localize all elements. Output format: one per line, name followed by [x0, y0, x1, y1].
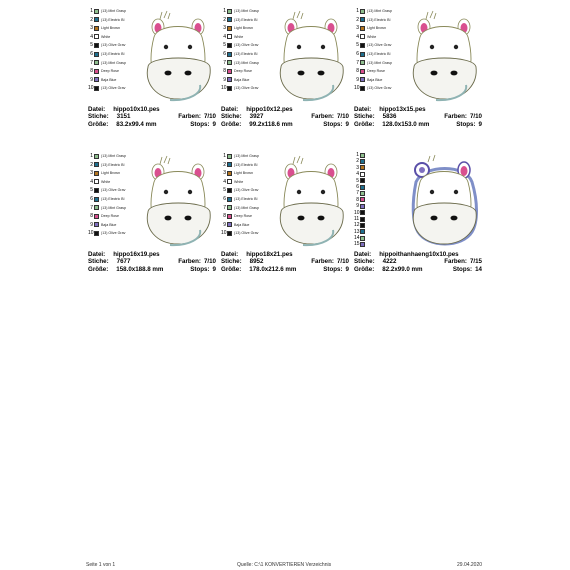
- thread-name: Baja Blue: [234, 77, 250, 82]
- thread-swatch: [94, 69, 99, 74]
- stitch-count-label: Stiche:: [221, 113, 242, 121]
- thread-name: (13) Olive Grav: [101, 231, 126, 236]
- stitch-count-label: Stiche:: [88, 113, 109, 121]
- thread-swatch: [94, 162, 99, 167]
- thread-swatch: [360, 153, 365, 158]
- color-count: 7/10: [469, 113, 482, 121]
- thread-number: 2: [90, 161, 93, 168]
- thread-swatch: [227, 9, 232, 14]
- file-name: hippoithanhaeng10x10.pes: [379, 251, 459, 258]
- thread-swatch: [360, 77, 365, 82]
- thread-number: 1: [356, 152, 359, 158]
- thread-number: 10: [88, 85, 94, 92]
- thread-swatch: [227, 86, 232, 91]
- footer-date: 29.04.2020: [457, 562, 483, 568]
- file-name-label: Datei:: [221, 106, 239, 113]
- thread-swatch: [227, 222, 232, 227]
- design-info: [88, 251, 216, 273]
- thread-swatch: [227, 34, 232, 39]
- design-card: [88, 7, 216, 128]
- design-info: [354, 106, 482, 128]
- thread-swatch: [360, 223, 365, 228]
- design-card: [354, 7, 482, 128]
- thread-swatch: [94, 52, 99, 57]
- thread-number: 3: [356, 164, 359, 171]
- thread-swatch: [227, 43, 232, 48]
- thread-name: Deep Rose: [101, 69, 119, 74]
- thread-name: (13) Electric Bl: [101, 17, 125, 22]
- thread-name: (13) Olive Grav: [367, 43, 392, 48]
- thread-number: 15: [354, 241, 360, 248]
- stop-count: 9: [478, 120, 482, 128]
- stitch-count: 3151: [116, 113, 131, 121]
- thread-number: 9: [223, 76, 226, 83]
- thread-number: 10: [221, 85, 227, 92]
- thread-swatch: [360, 204, 365, 209]
- design-card: [221, 7, 349, 128]
- thread-name: White: [367, 34, 377, 39]
- hippo-design-image: [140, 7, 216, 103]
- thread-number: 8: [223, 213, 226, 220]
- thread-name: (13) Mint Grasp: [367, 9, 392, 13]
- thread-number: 3: [90, 25, 93, 32]
- thread-number: 8: [356, 196, 359, 203]
- design-size-label: Größe:: [354, 120, 375, 128]
- thread-number: 6: [90, 195, 93, 202]
- thread-number: 10: [221, 230, 227, 237]
- thread-swatch: [94, 179, 99, 184]
- thread-name: (13) Olive Grav: [234, 86, 259, 91]
- thread-name: (13) Electric Bl: [101, 162, 125, 167]
- design-size: 99.2x118.6 mm: [249, 120, 293, 128]
- thread-swatch: [360, 43, 365, 48]
- file-name-label: Datei:: [354, 251, 372, 258]
- stop-count-label: Stops:: [323, 120, 343, 128]
- file-name: hippo16x19.pes: [113, 251, 160, 258]
- design-card: [354, 152, 482, 273]
- thread-number: 6: [356, 50, 359, 57]
- thread-swatch: [227, 77, 232, 82]
- thread-swatch: [94, 231, 99, 236]
- thread-number: 2: [356, 16, 359, 23]
- color-count: 7/10: [203, 113, 216, 121]
- thread-name: White: [234, 179, 244, 184]
- thread-number: 10: [88, 230, 94, 237]
- thread-number: 12: [354, 222, 360, 229]
- footer-source: Quelle: C:\1 KONVERTIEREN Verzeichnis: [237, 562, 332, 568]
- design-size-label: Größe:: [88, 120, 109, 128]
- thread-number: 5: [223, 42, 226, 49]
- thread-name: (13) Mint Grasp: [234, 9, 259, 13]
- thread-name: Deep Rose: [234, 69, 252, 74]
- thread-number: 2: [223, 16, 226, 23]
- thread-swatch: [94, 214, 99, 219]
- thread-number: 5: [356, 177, 359, 184]
- stop-count: 9: [212, 120, 216, 128]
- thread-number: 3: [223, 25, 226, 32]
- thread-name: Light Brown: [234, 26, 253, 31]
- file-name: hippo10x12.pes: [246, 106, 293, 113]
- thread-swatch: [227, 69, 232, 74]
- stop-count-label: Stops:: [190, 265, 210, 273]
- design-thumbnail: [88, 152, 216, 250]
- thread-number: 5: [356, 42, 359, 49]
- thread-number: 4: [90, 178, 93, 185]
- thread-name: White: [234, 34, 244, 39]
- thread-name: Deep Rose: [101, 214, 119, 219]
- color-count-label: Farben:: [178, 258, 201, 266]
- thread-name: White: [101, 34, 111, 39]
- thread-name: Baja Blue: [367, 77, 383, 82]
- thread-swatch: [94, 171, 99, 176]
- thread-name: (13) Mint Grasp: [101, 205, 126, 210]
- thread-name: Baja Blue: [101, 77, 117, 82]
- thread-number: 7: [90, 59, 93, 66]
- thread-name: (13) Mint Grasp: [234, 154, 259, 158]
- design-size: 158.0x188.8 mm: [116, 265, 164, 273]
- thread-name: (13) Olive Grav: [234, 43, 259, 48]
- design-thumbnail: [221, 7, 349, 105]
- color-count-label: Farben:: [444, 258, 467, 266]
- stitch-count-label: Stiche:: [88, 258, 109, 266]
- thread-swatch: [94, 60, 99, 65]
- color-count: 7/10: [203, 258, 216, 266]
- thread-number: 10: [354, 209, 360, 216]
- thread-number: 13: [354, 228, 360, 235]
- thread-swatch: [360, 185, 365, 190]
- thread-number: 5: [223, 187, 226, 194]
- thread-swatch: [94, 17, 99, 22]
- thread-number: 2: [90, 16, 93, 23]
- thread-swatch: [360, 210, 365, 215]
- design-size-label: Größe:: [354, 265, 375, 273]
- thread-name: Deep Rose: [367, 69, 385, 74]
- thread-swatch: [227, 205, 232, 210]
- thread-swatch: [94, 154, 99, 159]
- thread-swatch: [94, 188, 99, 193]
- thread-number: 7: [223, 59, 226, 66]
- thread-swatch: [94, 26, 99, 31]
- thread-number: 7: [356, 59, 359, 66]
- thread-number: 1: [223, 8, 226, 14]
- stitch-count: 7677: [116, 258, 131, 266]
- thread-swatch: [227, 154, 232, 159]
- thread-number: 9: [223, 221, 226, 228]
- thread-number: 4: [356, 171, 359, 178]
- thread-number: 6: [223, 195, 226, 202]
- thread-swatch: [227, 214, 232, 219]
- thread-name: Baja Blue: [234, 222, 250, 227]
- stop-count-label: Stops:: [456, 120, 476, 128]
- thread-swatch: [94, 86, 99, 91]
- color-count-label: Farben:: [178, 113, 201, 121]
- design-info: [221, 251, 349, 273]
- thread-number: 1: [90, 153, 93, 159]
- thread-swatch: [227, 197, 232, 202]
- thread-name: (13) Electric Bl: [101, 51, 125, 56]
- file-name: hippo13x15.pes: [379, 106, 426, 113]
- stop-count-label: Stops:: [190, 120, 210, 128]
- thread-number: 10: [354, 85, 360, 92]
- thread-swatch: [360, 172, 365, 177]
- thread-swatch: [360, 242, 365, 247]
- thread-name: Deep Rose: [234, 214, 252, 219]
- thread-number: 7: [356, 190, 359, 197]
- thread-name: (13) Electric Bl: [234, 162, 258, 167]
- thread-swatch: [227, 188, 232, 193]
- thread-swatch: [360, 165, 365, 170]
- thread-number: 7: [223, 204, 226, 211]
- design-thumbnail: [221, 152, 349, 250]
- thread-number: 11: [354, 215, 360, 222]
- hippo-design-image: [273, 152, 349, 248]
- thread-number: 1: [90, 8, 93, 14]
- design-size: 128.0x153.0 mm: [382, 120, 430, 128]
- thread-number: 6: [90, 50, 93, 57]
- stitch-count-label: Stiche:: [354, 258, 375, 266]
- thread-swatch: [360, 17, 365, 22]
- design-info: [354, 251, 482, 273]
- thread-name: (13) Electric Bl: [101, 196, 125, 201]
- thread-number: 9: [90, 221, 93, 228]
- thread-swatch: [360, 9, 365, 14]
- thread-name: (13) Olive Grav: [101, 43, 126, 48]
- thread-swatch: [227, 171, 232, 176]
- thread-name: (13) Mint Grasp: [367, 60, 392, 65]
- thread-number: 6: [223, 50, 226, 57]
- thread-number: 1: [356, 8, 359, 14]
- thread-swatch: [227, 60, 232, 65]
- file-name-label: Datei:: [88, 251, 106, 258]
- thread-name: (13) Mint Grasp: [101, 154, 126, 158]
- thread-swatch: [360, 197, 365, 202]
- thread-name: (13) Olive Grav: [234, 188, 259, 193]
- thread-name: (13) Olive Grav: [101, 86, 126, 91]
- thread-number: 8: [223, 68, 226, 75]
- thread-number: 8: [90, 68, 93, 75]
- stop-count: 14: [475, 265, 482, 273]
- thread-swatch: [360, 69, 365, 74]
- thread-swatch: [360, 26, 365, 31]
- design-size-label: Größe:: [221, 120, 242, 128]
- stop-count: 9: [345, 265, 349, 273]
- thread-number: 4: [223, 33, 226, 40]
- design-size: 83.2x99.4 mm: [116, 120, 157, 128]
- color-count: 7/10: [336, 113, 349, 121]
- file-name-label: Datei:: [221, 251, 239, 258]
- color-count-label: Farben:: [444, 113, 467, 121]
- thread-name: (13) Electric Bl: [234, 17, 258, 22]
- stop-count-label: Stops:: [452, 265, 473, 273]
- thread-swatch: [360, 191, 365, 196]
- thread-number: 4: [356, 33, 359, 40]
- thread-number: 5: [90, 187, 93, 194]
- color-count-label: Farben:: [311, 258, 334, 266]
- thread-name: White: [101, 179, 111, 184]
- thread-name: Light Brown: [367, 26, 386, 31]
- thread-swatch: [227, 26, 232, 31]
- design-thumbnail: [354, 152, 482, 250]
- thread-swatch: [360, 229, 365, 234]
- thread-number: 2: [356, 158, 359, 165]
- thread-swatch: [94, 222, 99, 227]
- hippo-design-image: [406, 152, 482, 248]
- stitch-count: 3927: [249, 113, 264, 121]
- file-name-label: Datei:: [88, 106, 106, 113]
- stitch-count: 5836: [382, 113, 397, 121]
- thread-swatch: [227, 179, 232, 184]
- thread-swatch: [227, 52, 232, 57]
- thread-number: 8: [356, 68, 359, 75]
- thread-name: (13) Mint Grasp: [101, 9, 126, 13]
- color-count: 7/10: [336, 258, 349, 266]
- thread-name: (13) Olive Grav: [101, 188, 126, 193]
- thread-swatch: [94, 34, 99, 39]
- stop-count: 9: [345, 120, 349, 128]
- thread-swatch: [360, 34, 365, 39]
- thread-name: (13) Electric Bl: [234, 196, 258, 201]
- thread-swatch: [94, 77, 99, 82]
- thread-number: 7: [90, 204, 93, 211]
- thread-number: 3: [223, 170, 226, 177]
- thread-swatch: [360, 178, 365, 183]
- thread-swatch: [360, 52, 365, 57]
- design-thumbnail: [354, 7, 482, 105]
- hippo-design-image: [406, 7, 482, 103]
- thread-number: 3: [356, 25, 359, 32]
- thread-name: Light Brown: [101, 26, 120, 31]
- design-info: [221, 106, 349, 128]
- stop-count-label: Stops:: [323, 265, 343, 273]
- design-size-label: Größe:: [221, 265, 242, 273]
- thread-name: (13) Electric Bl: [367, 17, 391, 22]
- design-info: [88, 106, 216, 128]
- thread-number: 4: [90, 33, 93, 40]
- design-size-label: Größe:: [88, 265, 109, 273]
- color-count: 7/15: [469, 258, 482, 266]
- thread-name: (13) Mint Grasp: [234, 60, 259, 65]
- thread-name: Light Brown: [101, 171, 120, 176]
- file-name: hippo18x21.pes: [246, 251, 293, 258]
- thread-swatch: [94, 43, 99, 48]
- color-count-label: Farben:: [311, 113, 334, 121]
- file-name-label: Datei:: [354, 106, 372, 113]
- thread-swatch: [94, 9, 99, 14]
- stitch-count-label: Stiche:: [354, 113, 375, 121]
- stitch-count-label: Stiche:: [221, 258, 242, 266]
- thread-name: Baja Blue: [101, 222, 117, 227]
- design-card: [221, 152, 349, 273]
- stop-count: 9: [212, 265, 216, 273]
- thread-swatch: [227, 17, 232, 22]
- thread-name: (13) Electric Bl: [234, 51, 258, 56]
- thread-number: 9: [90, 76, 93, 83]
- thread-swatch: [94, 205, 99, 210]
- thread-number: 6: [356, 183, 359, 190]
- thread-swatch: [360, 236, 365, 241]
- hippo-design-image: [140, 152, 216, 248]
- footer-page: Seite 1 von 1: [86, 562, 116, 568]
- thread-name: (13) Olive Grav: [234, 231, 259, 236]
- thread-swatch: [227, 231, 232, 236]
- thread-number: 4: [223, 178, 226, 185]
- thread-name: (13) Mint Grasp: [234, 205, 259, 210]
- thread-name: (13) Mint Grasp: [101, 60, 126, 65]
- thread-number: 9: [356, 203, 359, 210]
- thread-swatch: [360, 159, 365, 164]
- thread-number: 2: [223, 161, 226, 168]
- thread-swatch: [360, 86, 365, 91]
- thread-name: (13) Olive Grav: [367, 86, 392, 91]
- thread-swatch: [360, 217, 365, 222]
- thread-number: 3: [90, 170, 93, 177]
- thread-swatch: [360, 60, 365, 65]
- design-card: [88, 152, 216, 273]
- hippo-design-image: [273, 7, 349, 103]
- thread-name: (13) Electric Bl: [367, 51, 391, 56]
- thread-number: 1: [223, 153, 226, 159]
- design-thumbnail: [88, 7, 216, 105]
- thread-number: 5: [90, 42, 93, 49]
- thread-swatch: [227, 162, 232, 167]
- design-size: 82.2x99.0 mm: [382, 265, 423, 273]
- stitch-count: 8952: [249, 258, 264, 266]
- thread-number: 8: [90, 213, 93, 220]
- stitch-count: 4222: [382, 258, 397, 266]
- thread-number: 9: [356, 76, 359, 83]
- thread-swatch: [94, 197, 99, 202]
- thread-number: 14: [354, 235, 360, 242]
- design-size: 178.0x212.6 mm: [249, 265, 297, 273]
- file-name: hippo10x10.pes: [113, 106, 160, 113]
- thread-name: Light Brown: [234, 171, 253, 176]
